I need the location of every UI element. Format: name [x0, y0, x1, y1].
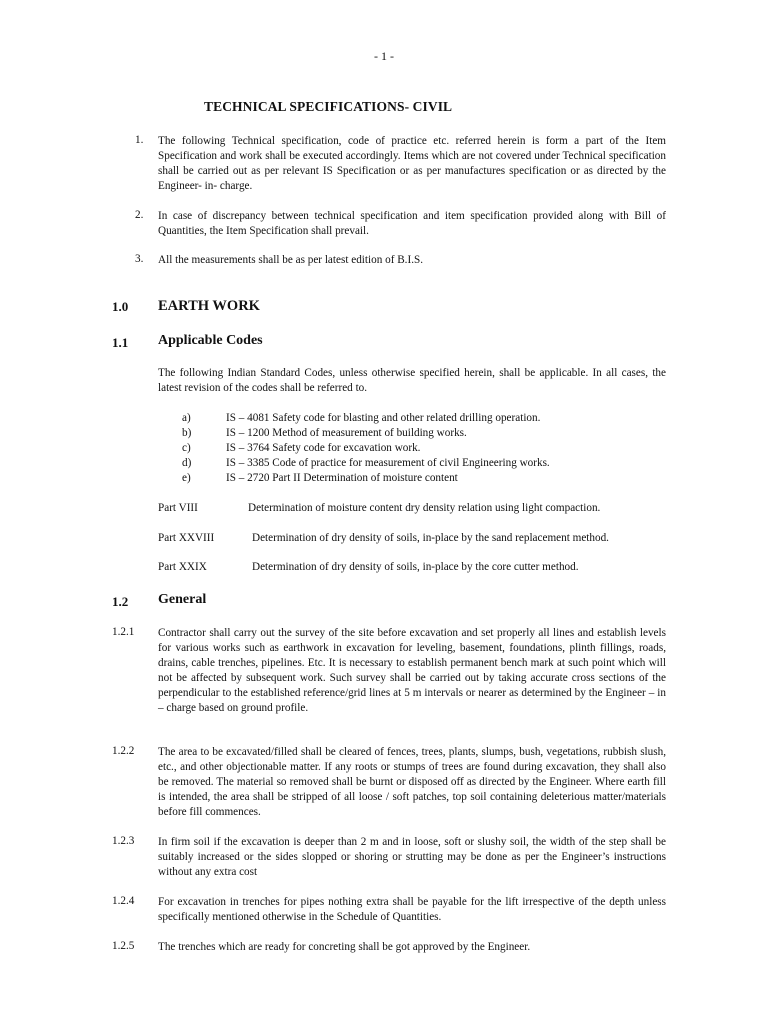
intro-item-1-text: The following Technical specification, code of practice etc. referred herein is form a part of the Item Specification and work shall be executed accordingly. Items which are not covered under Technical specification shall be carried out as per relevant IS Specification or as per manufactures specification or as directed by the Engineer- in- charge. [158, 135, 666, 192]
intro-item-2-number: 2. [135, 209, 144, 221]
clause-text: The area to be excavated/filled shall be cleared of fences, trees, plants, slumps, bush, vegetations, rubbish slush, etc., and other objectionable matter. If any roots or stumps of trees are found during excavation, they shall also be removed. The material so removed shall be burnt or disposed off as directed by the Engineer. Where earth fill is intended, the area shall be stripped of all loose / soft patches, top soil containing deleterious matter/materials before fill commences. [158, 746, 666, 818]
section-1-1-number: 1.1 [112, 335, 129, 350]
part-text: Determination of dry density of soils, in-place by the core cutter method. [252, 561, 579, 573]
code-letter: a) [182, 412, 191, 424]
clause-number: 1.2.1 [112, 626, 135, 638]
applicable-codes-intro: The following Indian Standard Codes, unless otherwise specified herein, shall be applicable. In all cases, the latest revision of the codes shall be referred to. [158, 367, 666, 394]
clause-text: Contractor shall carry out the survey of the site before excavation and set properly all lines and establish levels for various works such as earthwork in excavation for leveling, basement, foundations, plinth fillings, roads, drains, cable trenches, pipelines. Etc. It is necessary to establish permanent bench mark at such point which will not be affected by subsequent work. Such survey shall be carried out by taking accurate cross sections of the perpendicular to the established reference/grid lines at 5 m intervals or nearer as determined by the Engineer – in – charge based on ground profile. [158, 627, 666, 714]
clause-number: 1.2.5 [112, 940, 135, 952]
clause-number: 1.2.4 [112, 895, 135, 907]
part-text: Determination of moisture content dry density relation using light compaction. [248, 502, 601, 514]
code-text: IS – 4081 Safety code for blasting and other related drilling operation. [226, 412, 541, 424]
intro-item-3-text: All the measurements shall be as per latest edition of B.I.S. [158, 254, 424, 266]
code-letter: d) [182, 457, 192, 469]
clause-text: For excavation in trenches for pipes nothing extra shall be payable for the lift irrespective of the depth unless specifically mentioned otherwise in the Schedule of Quantities. [158, 896, 666, 923]
intro-item-3-number: 3. [135, 253, 144, 265]
part-text: Determination of dry density of soils, in-place by the sand replacement method. [252, 532, 609, 544]
part-label: Part VIII [158, 502, 198, 514]
code-letter: b) [182, 427, 192, 439]
part-label: Part XXIX [158, 561, 207, 573]
code-letter: e) [182, 472, 191, 484]
clause-number: 1.2.2 [112, 745, 135, 757]
page-number: - 1 - [374, 49, 394, 63]
section-1-1-title: Applicable Codes [158, 333, 263, 348]
part-label: Part XXVIII [158, 532, 215, 544]
clause-text: The trenches which are ready for concreting shall be got approved by the Engineer. [158, 941, 531, 953]
code-text: IS – 3385 Code of practice for measurement of civil Engineering works. [226, 457, 550, 469]
section-1-2-title: General [158, 592, 207, 607]
section-1-number: 1.0 [112, 299, 129, 314]
code-text: IS – 1200 Method of measurement of building works. [226, 427, 467, 439]
section-1-title: EARTH WORK [158, 298, 260, 314]
code-text: IS – 3764 Safety code for excavation work. [226, 442, 421, 454]
document-title: TECHNICAL SPECIFICATIONS- CIVIL [204, 99, 453, 114]
section-1-2-number: 1.2 [112, 594, 129, 609]
code-text: IS – 2720 Part II Determination of moisture content [226, 472, 458, 484]
clause-text: In firm soil if the excavation is deeper than 2 m and in loose, soft or slushy soil, the width of the step shall be suitably increased or the sides slopped or shoring or strutting may be done as per the Engineer’s instructions without any extra cost [158, 836, 666, 878]
clause-number: 1.2.3 [112, 835, 135, 847]
intro-item-2-text: In case of discrepancy between technical specification and item specification provided along with Bill of Quantities, the Item Specification shall prevail. [158, 210, 666, 237]
intro-item-1-number: 1. [135, 134, 144, 146]
code-letter: c) [182, 442, 191, 454]
